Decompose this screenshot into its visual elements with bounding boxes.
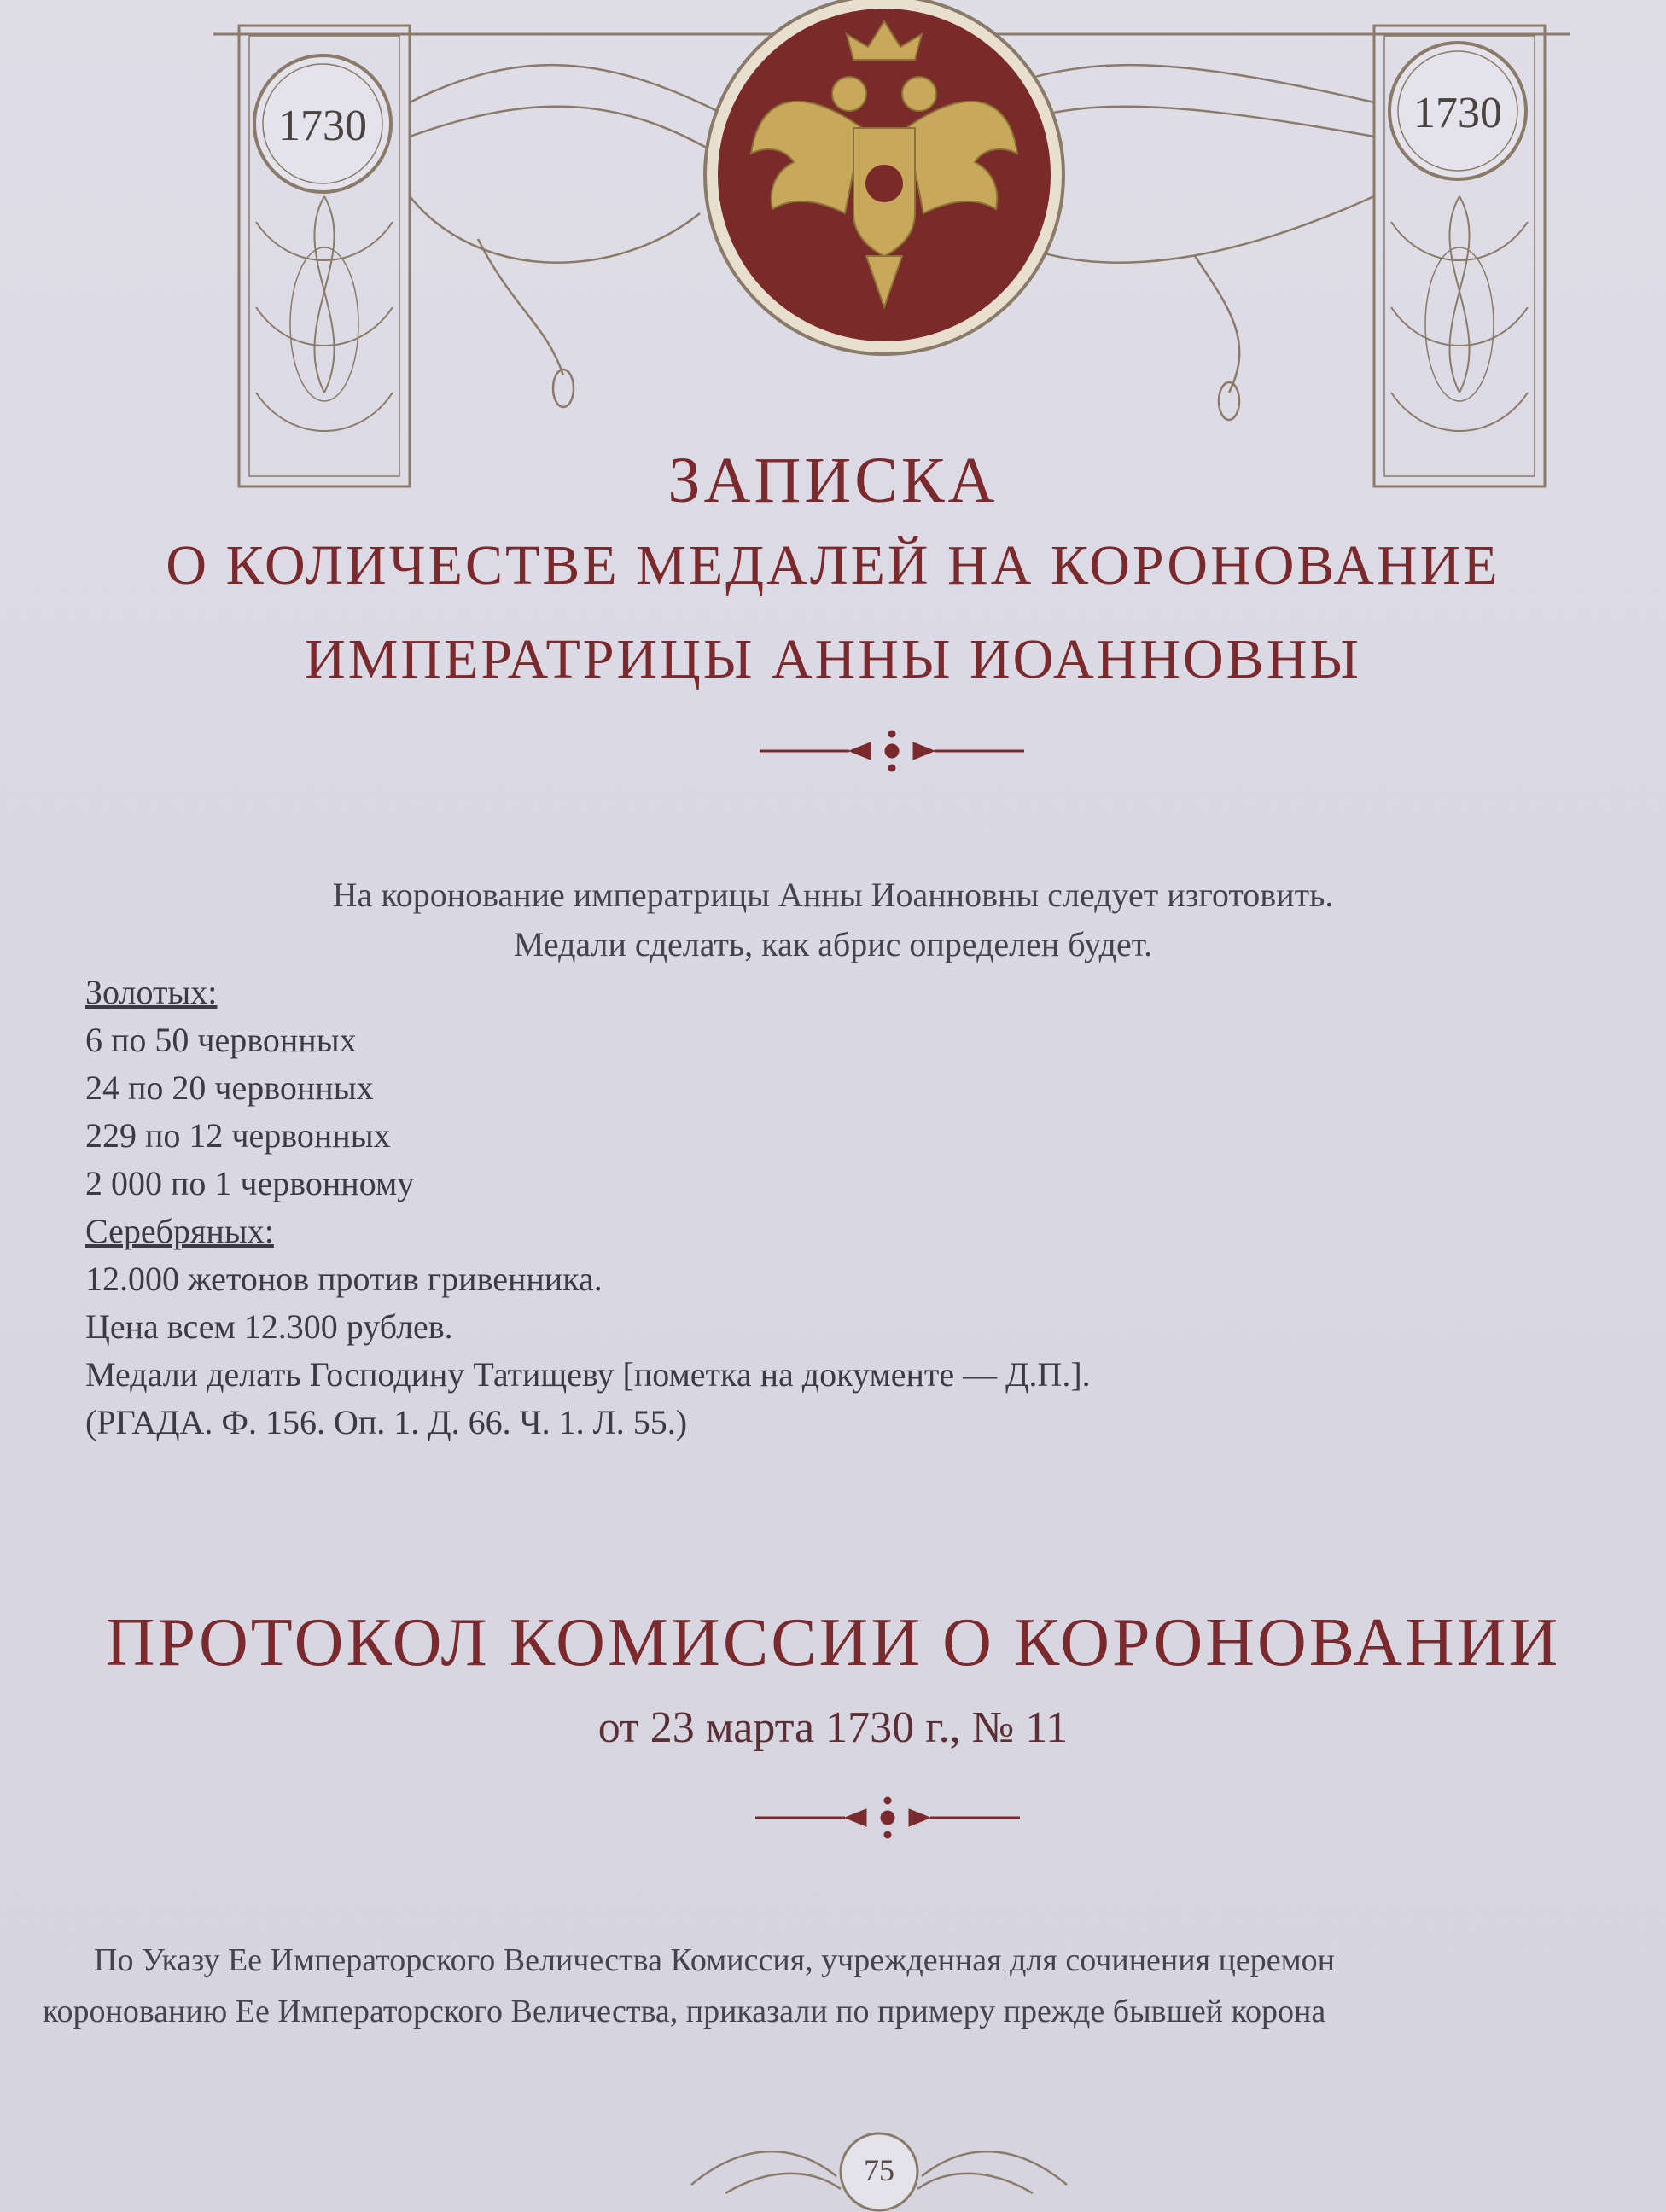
section1-title-line3: ИМПЕРАТРИЦЫ АННЫ ИОАННОВНЫ xyxy=(305,628,1361,690)
silver-item: 12.000 жетонов против гривенника. xyxy=(85,1260,603,1298)
protocol-paragraph-line1: По Указу Ее Императорского Величества Комиссия, учрежденная для сочинения церемон xyxy=(94,1942,1336,1978)
section2-title: ПРОТОКОЛ КОМИССИИ О КОРОНОВАНИИ xyxy=(105,1605,1561,1680)
silver-item: Цена всем 12.300 рублев. xyxy=(85,1307,453,1346)
intro-line-2: Медали сделать, как абрис определен будет. xyxy=(513,925,1153,963)
ornamental-divider xyxy=(751,1792,1024,1843)
year-label-left: 1730 xyxy=(278,102,367,150)
intro-line-1: На коронование императрицы Анны Иоанновны следует изготовить. xyxy=(332,876,1334,914)
gold-item: 2 000 по 1 червонному xyxy=(85,1164,415,1202)
section2-subtitle: от 23 марта 1730 г., № 11 xyxy=(597,1703,1069,1752)
section1-title-line1: ЗАПИСКА xyxy=(667,445,999,516)
year-label-right: 1730 xyxy=(1413,89,1502,137)
archive-reference: (РГАДА. Ф. 156. Оп. 1. Д. 66. Ч. 1. Л. 55.) xyxy=(85,1403,688,1441)
medal-list xyxy=(85,969,1091,1447)
gold-item: 229 по 12 червонных xyxy=(85,1116,391,1155)
ornamental-header xyxy=(0,0,1666,512)
ornamental-divider xyxy=(755,725,1028,777)
silver-heading: Серебряных: xyxy=(85,1212,274,1250)
protocol-paragraph-line2: коронованию Ее Императорского Величества, приказали по примеру прежде бывшей корона xyxy=(43,1994,1326,2029)
gold-item: 24 по 20 червонных xyxy=(85,1068,374,1107)
gold-heading: Золотых: xyxy=(85,973,218,1011)
page-number: 75 xyxy=(864,2153,894,2187)
silver-item: Медали делать Господину Татищеву [пометка на документе — Д.П.]. xyxy=(85,1355,1091,1394)
double-headed-eagle-icon xyxy=(705,0,1063,354)
gold-item: 6 по 50 червонных xyxy=(85,1021,357,1059)
section1-title-line2: О КОЛИЧЕСТВЕ МЕДАЛЕЙ НА КОРОНОВАНИЕ xyxy=(166,534,1500,597)
